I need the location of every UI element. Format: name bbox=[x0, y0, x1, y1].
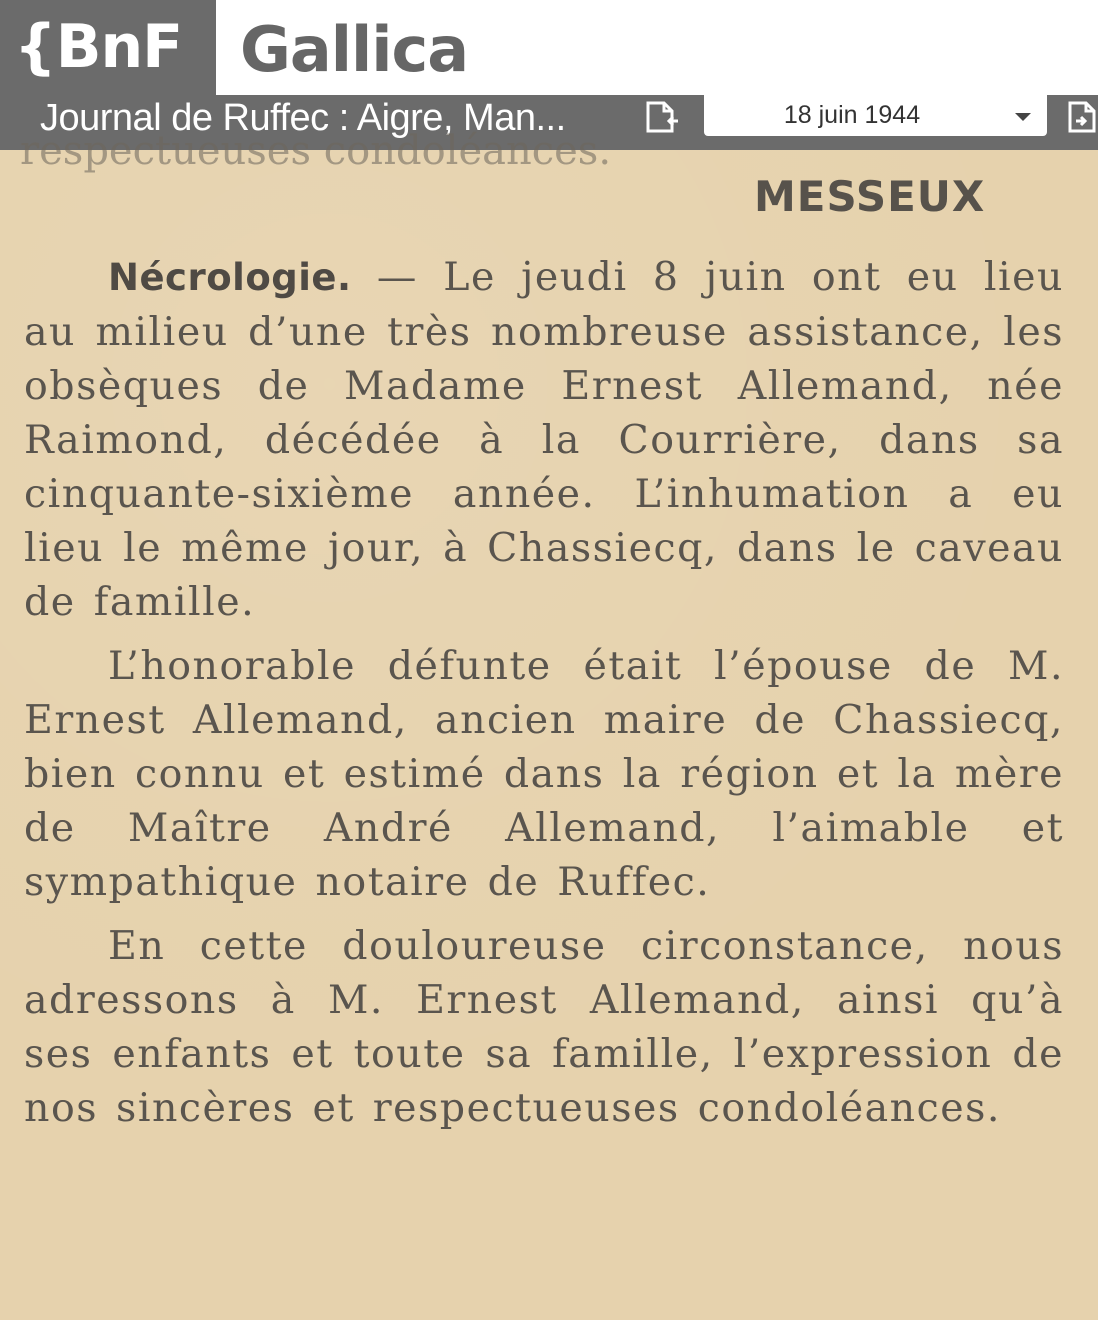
article-paragraph-1 bbox=[24, 250, 1064, 629]
chevron-down-icon bbox=[1015, 113, 1031, 121]
document-title[interactable]: Journal de Ruffec : Aigre, Man... bbox=[40, 97, 566, 139]
section-heading: MESSEUX bbox=[754, 172, 986, 221]
cropped-previous-line: respectueuses condoléances. bbox=[20, 128, 612, 174]
article-body bbox=[24, 250, 1064, 1145]
bnf-logo[interactable]: {BnF bbox=[0, 0, 216, 95]
article-paragraph-3: En cette douloureuse circonstance, nous adressons à M. Ernest Allemand, ainsi qu’à ses enfants et toute sa famille, l’expression de nos sincères et respectueuses condoléances. bbox=[24, 923, 1064, 1131]
article-paragraph-2: L’honorable défunte était l’épouse de M. Ernest Allemand, ancien maire de Chassiecq, bien connu et estimé dans la région et la mère de Maître André Allemand, l’aimable et sympathique notaire de Ruffec. bbox=[24, 643, 1064, 905]
page-next-icon[interactable] bbox=[1066, 95, 1098, 137]
date-value: 18 juin 1944 bbox=[783, 101, 921, 129]
article-lead: Nécrologie. bbox=[108, 256, 352, 299]
newspaper-scan bbox=[0, 128, 1098, 1320]
gallica-title[interactable]: Gallica bbox=[240, 13, 469, 86]
article-paragraph-1-text: — Le jeudi 8 juin ont eu lieu au milieu d’une très nombreuse assistance, les obsèques de Madame Ernest Allemand, née Raimond, décédée à la Courrière, dans sa cinquante-sixième année. L’inhumation a eu lieu le même jour, à Chassiecq, dans le caveau de famille. bbox=[24, 254, 1064, 625]
